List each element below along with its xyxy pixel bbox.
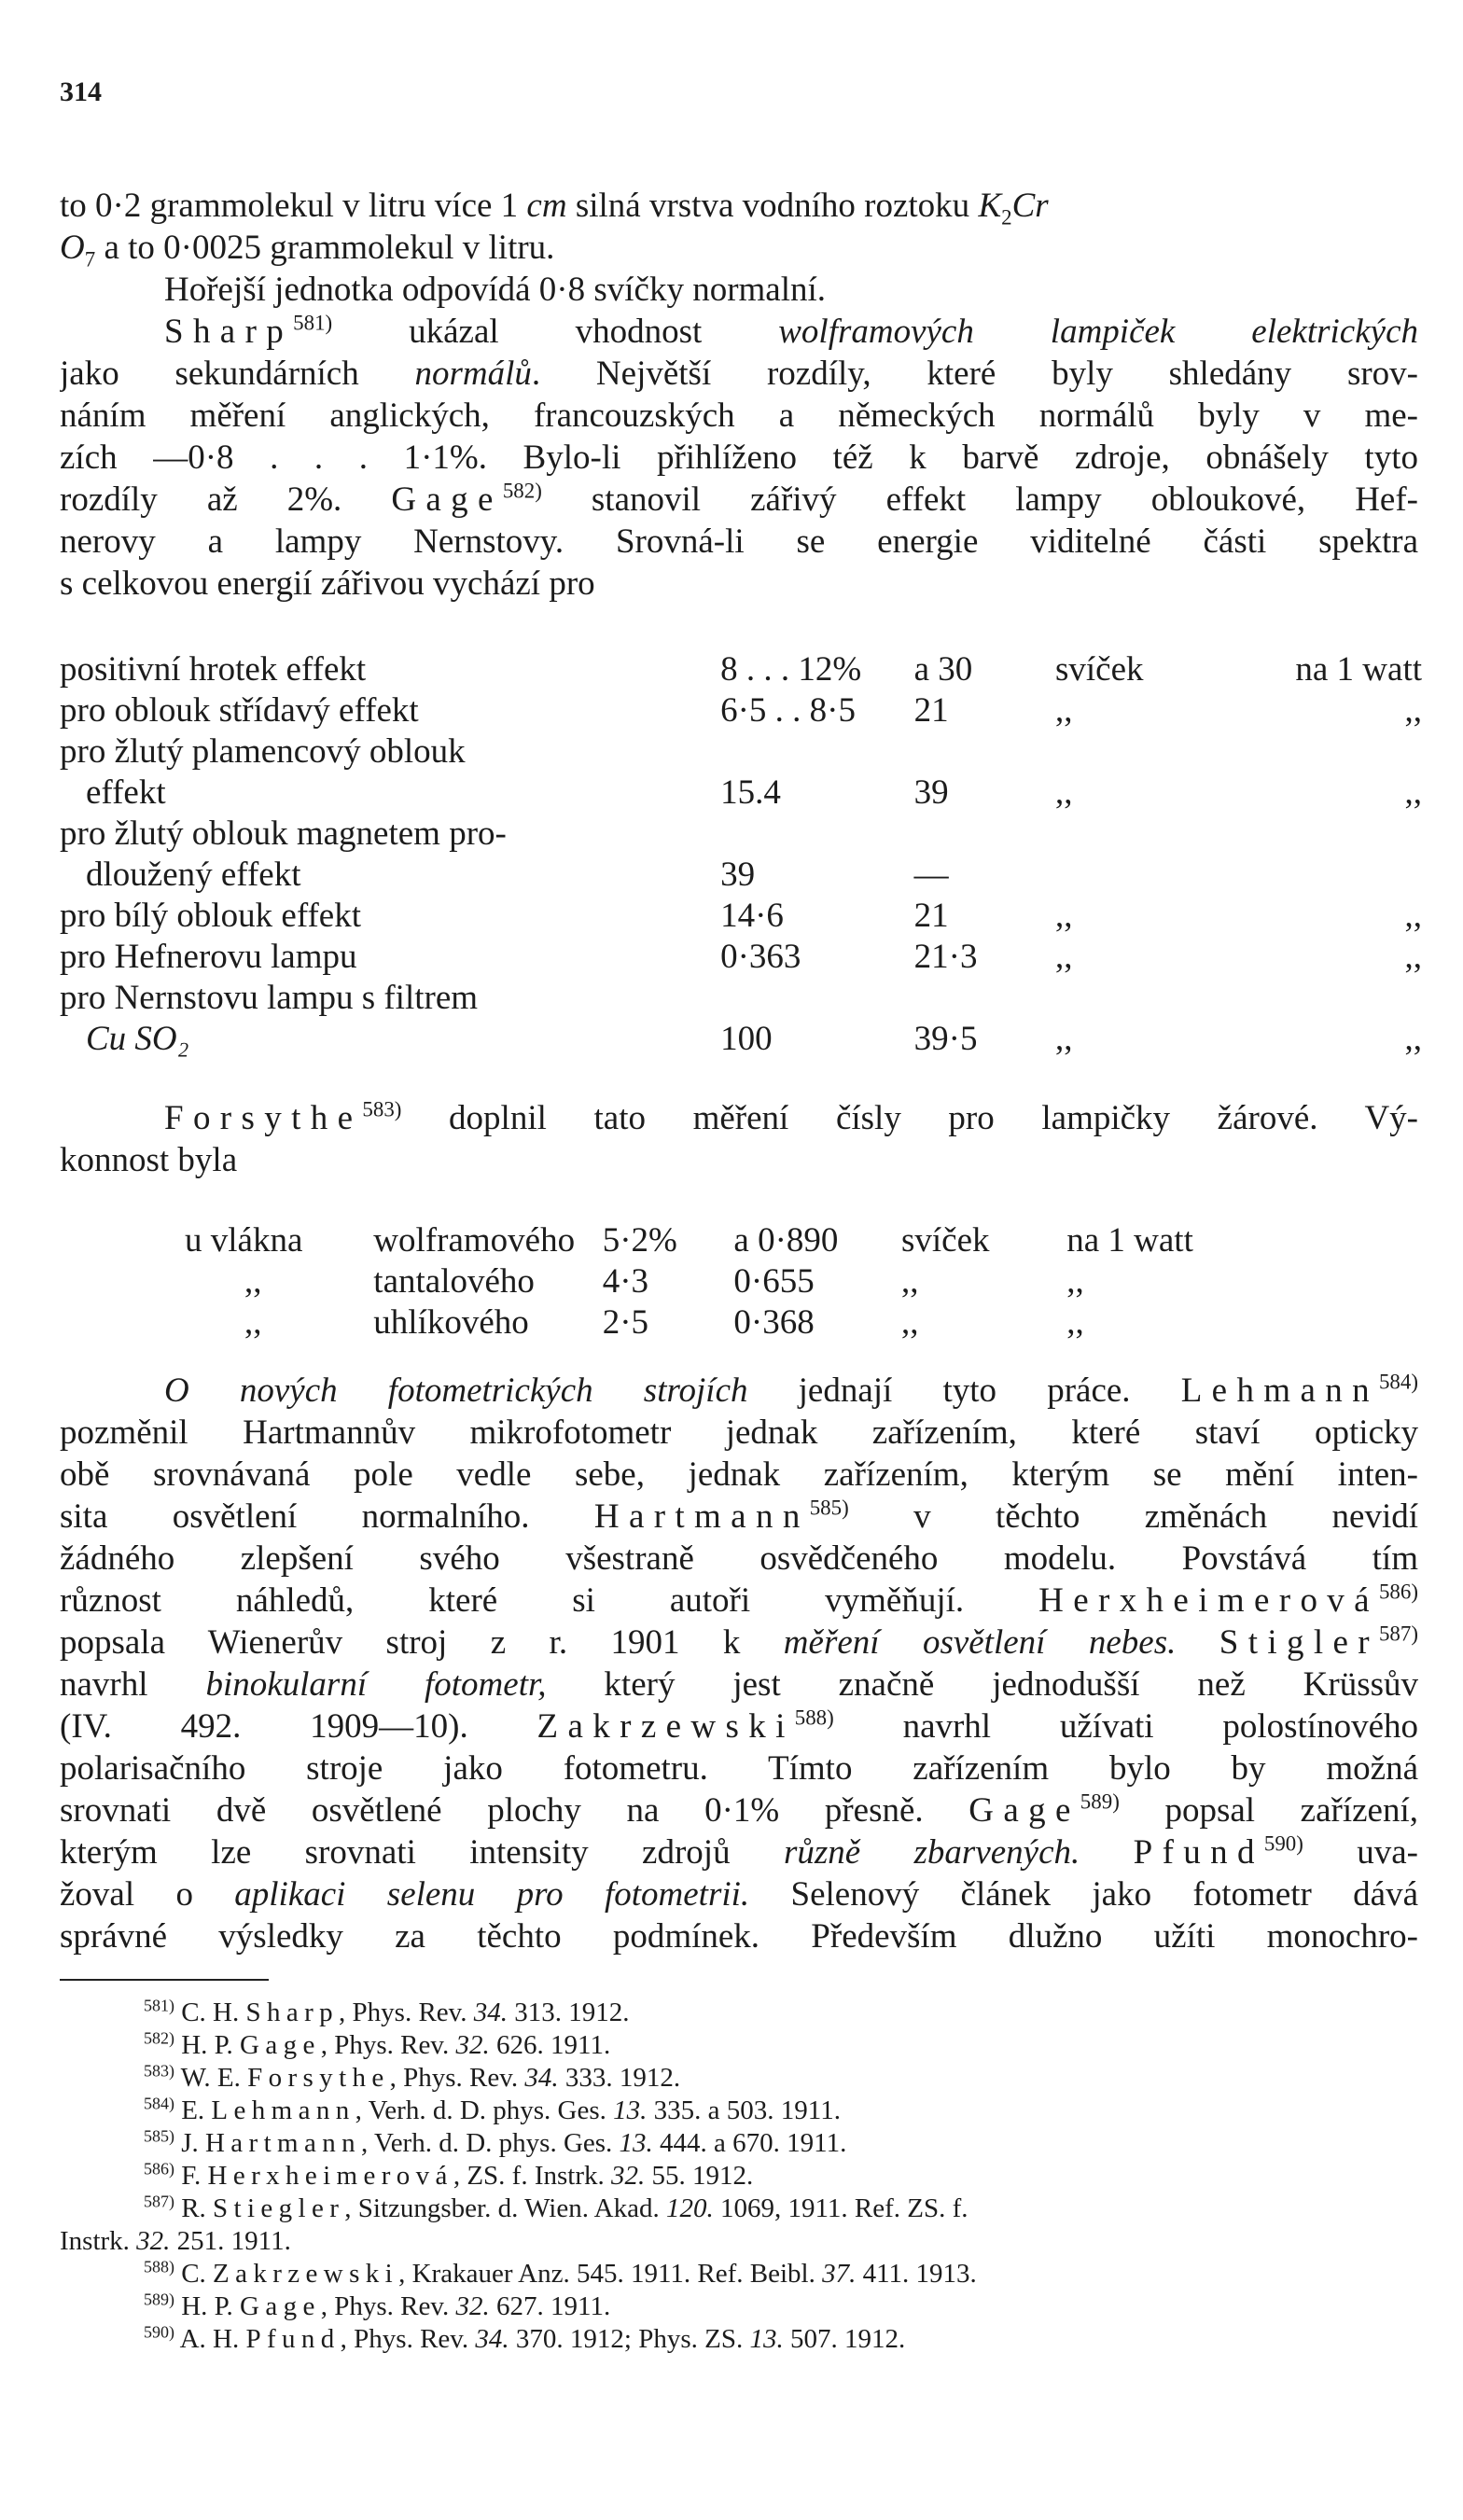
filament-cell: 0·655: [733, 1262, 815, 1301]
text-run: , ZS. f. Instrk.: [453, 2161, 611, 2191]
energy-ratio: 100: [720, 1020, 773, 1058]
text-run: jednají tyto práce.: [747, 1371, 1181, 1410]
text-run: polarisačního stroje jako fotometru. Tímto zařízením bylo by možná: [60, 1749, 1418, 1788]
author-name: Herxheimerová: [1038, 1581, 1379, 1620]
author-name: Pfund: [245, 2324, 341, 2354]
text-run: cm: [526, 187, 567, 225]
text-run: 120.: [665, 2193, 714, 2223]
candle-power: [914, 978, 1055, 1019]
paragraph-concentration: [60, 185, 1418, 311]
text-run: to 0·2 grammolekul v litru více 1: [60, 187, 527, 225]
energy-ratio: [720, 731, 914, 773]
reference-marker: 581): [144, 1996, 174, 2015]
text-run: různost náhledů, které si autoři vyměňují.: [60, 1581, 1039, 1620]
reference-marker: 589): [144, 2290, 174, 2309]
text-run: náním měření anglických, francouzských a německých normálů byly v me-: [60, 397, 1418, 435]
text-run: rozdíly až 2%.: [60, 480, 392, 519]
per-watt: ,,: [1404, 897, 1422, 935]
footnote: [60, 2290, 1422, 2323]
author-name: Pfund: [1133, 1833, 1264, 1872]
footnotes: [60, 1997, 1422, 2356]
per-watt: [1256, 978, 1422, 1019]
text-run: , Phys. Rev.: [339, 1998, 474, 2027]
unit: ,,: [1055, 691, 1073, 730]
text-run: C.: [174, 2259, 214, 2289]
text-line: [60, 437, 1418, 479]
text-run: 627. 1911.: [489, 2291, 611, 2321]
energy-ratio: 6·5 . . 8·5: [720, 691, 856, 730]
filament-cell: 0·368: [733, 1303, 815, 1342]
candle-power: 21: [913, 897, 949, 935]
text-run: 34.: [524, 2063, 559, 2093]
candle-power: 39: [913, 773, 949, 812]
text-run: stanovil zářivý effekt lampy obloukové, Hef-: [541, 480, 1418, 519]
author-name: Forsythe: [164, 1099, 363, 1137]
source-label: positivní hrotek effekt: [60, 650, 367, 689]
reference-marker: 584): [144, 2094, 174, 2113]
unit: ,,: [1055, 897, 1073, 935]
page-number: 314: [60, 77, 102, 107]
text-run: silná vrstva vodního roztoku: [566, 187, 979, 225]
text-run: žádného zlepšení svého všestraně osvědčeného modelu. Povstává tím: [60, 1539, 1418, 1578]
reference-marker: 583): [362, 1097, 402, 1121]
text-run: doplnil tato měření čísly pro lampičky žárové. Vý-: [401, 1099, 1418, 1137]
reference-marker: 589): [1080, 1789, 1120, 1814]
text-run: 32.: [455, 2291, 490, 2321]
candle-power: 21·3: [913, 938, 978, 976]
author-name: Lehmann: [211, 2095, 355, 2125]
text-run: 13.: [749, 2324, 784, 2354]
text-run: 13.: [613, 2095, 648, 2125]
text-run: . Největší rozdíly, které byly shledány srov-: [531, 355, 1418, 393]
text-run: (IV. 492. 1909—10).: [60, 1707, 537, 1746]
footnote: [60, 2029, 1422, 2062]
text-run: zích —0·8 . . . 1·1%. Bylo-li přihlíženo též k barvě zdroje, obnášely tyto: [60, 439, 1418, 477]
per-watt: ,,: [1404, 938, 1422, 976]
text-line: [60, 1412, 1418, 1454]
text-run: 333. 1912.: [558, 2063, 681, 2093]
text-run: , Krakauer Anz. 545. 1911. Ref. Beibl.: [398, 2259, 823, 2289]
text-line: [60, 479, 1418, 521]
energy-ratio: 8 . . . 12%: [720, 650, 862, 689]
text-line: [60, 1622, 1418, 1664]
text-run: obě srovnávaná pole vedle sebe, jednak zařízením, kterým se mění inten-: [60, 1455, 1418, 1494]
filament-cell: ,,: [900, 1303, 919, 1342]
per-watt: [1256, 855, 1422, 896]
footnote: [60, 2095, 1422, 2127]
author-name: Stigler: [1219, 1623, 1379, 1662]
author-name: Herxheimerová: [207, 2161, 453, 2191]
text-run: K: [978, 187, 1002, 225]
text-line: [60, 1139, 1418, 1181]
text-run: kterým lze srovnati intensity zdrojů: [60, 1833, 784, 1872]
per-watt: ,,: [1404, 1020, 1422, 1058]
text-run: , Phys. Rev.: [320, 2291, 456, 2321]
text-run: , Phys. Rev.: [340, 2324, 476, 2354]
text-run: Selenový článek jako fotometr dává: [749, 1875, 1418, 1914]
energy-ratio: 39: [720, 856, 756, 894]
reference-marker: 585): [144, 2126, 174, 2146]
text-run: R.: [174, 2193, 214, 2223]
candle-power: 39·5: [913, 1020, 978, 1058]
text-line: [60, 395, 1418, 437]
author-name: Zakrzewski: [536, 1707, 795, 1746]
reference-marker: 590): [144, 2322, 174, 2342]
reference-marker: 581): [293, 311, 333, 335]
text-run: 13.: [619, 2128, 653, 2158]
table-row: [60, 937, 1422, 978]
text-line: [60, 185, 1418, 230]
reference-marker: 582): [502, 479, 542, 503]
footnote: [60, 2127, 1422, 2160]
text-run: 34.: [473, 1998, 509, 2027]
source-label: dloužený effekt: [86, 856, 301, 894]
text-run: J.: [174, 2128, 205, 2158]
table-row: [60, 690, 1422, 731]
text-run: 370. 1912; Phys. ZS.: [509, 2324, 750, 2354]
text-run: wolframových lampiček elektrických: [778, 313, 1418, 351]
text-line: [60, 1664, 1418, 1706]
per-watt: [1256, 814, 1422, 855]
paragraph-photometers: [60, 1370, 1418, 1957]
author-name: Sharp: [245, 1998, 340, 2027]
text-run: 626. 1911.: [489, 2030, 611, 2060]
reference-marker: 584): [1378, 1370, 1418, 1394]
filament-cell: 4·3: [602, 1262, 649, 1301]
text-run: ukázal vhodnost: [332, 313, 779, 351]
text-run: O nových fotometrických strojích: [164, 1371, 748, 1410]
text-run: W. E.: [174, 2063, 248, 2093]
footnote: [60, 2193, 1422, 2225]
text-run: H. P.: [174, 2291, 241, 2321]
unit: [1055, 978, 1256, 1019]
unit: ,,: [1055, 1020, 1073, 1058]
text-run: 37.: [822, 2259, 857, 2289]
filament-cell: 5·2%: [602, 1221, 677, 1260]
source-label: pro Nernstovu lampu s filtrem: [60, 979, 479, 1017]
author-name: Gage: [240, 2291, 321, 2321]
reference-marker: 583): [144, 2061, 174, 2081]
candle-power: [914, 814, 1055, 855]
energy-ratio: 14·6: [720, 897, 784, 935]
candle-power: 21: [913, 691, 949, 730]
per-watt: [1256, 731, 1422, 773]
text-run: O: [60, 229, 85, 267]
text-line: [60, 1831, 1418, 1873]
filament-cell: ,,: [900, 1262, 919, 1301]
author-name: Lehmann: [1180, 1371, 1379, 1410]
unit: [1055, 731, 1256, 773]
text-run: 7: [84, 247, 96, 271]
text-run: srovnati dvě osvětlené plochy na 0·1% přesně.: [60, 1791, 969, 1830]
energy-ratio: [720, 978, 914, 1019]
text-line: [60, 1706, 1418, 1747]
filament-cell: ,,: [244, 1262, 262, 1301]
text-run: žoval o: [60, 1875, 235, 1914]
author-name: Gage: [240, 2030, 321, 2060]
footnote: [60, 2160, 1422, 2193]
source-label: Cu SO₂: [86, 1020, 189, 1058]
candle-power: [914, 731, 1055, 773]
text-run: , Phys. Rev.: [320, 2030, 456, 2060]
text-run: s celkovou energií zářivou vychází pro: [60, 564, 595, 603]
text-line: [60, 1915, 1418, 1957]
text-run: jako sekundárních: [60, 355, 415, 393]
unit: svíček: [1055, 650, 1144, 689]
unit: ,,: [1055, 938, 1073, 976]
text-run: aplikaci selenu pro fotometrii.: [234, 1875, 750, 1914]
filament-cell: ,,: [1066, 1303, 1084, 1342]
text-run: pozměnil Hartmannův mikrofotometr jednak zařízením, které staví opticky: [60, 1413, 1418, 1452]
text-run: 32.: [136, 2226, 171, 2256]
text-run: 32.: [455, 2030, 490, 2060]
text-run: 1069, 1911. Ref. ZS. f.: [713, 2193, 968, 2223]
text-run: sita osvětlení normalního.: [60, 1497, 594, 1536]
filament-cell: na 1 watt: [1066, 1221, 1193, 1260]
table-row: [60, 649, 1422, 690]
table-row: [60, 814, 1422, 855]
text-line: [60, 1580, 1418, 1622]
source-label: effekt: [86, 773, 166, 812]
reference-marker: 590): [1263, 1831, 1303, 1856]
text-run: popsal zařízení,: [1119, 1791, 1418, 1830]
text-line: [60, 1747, 1418, 1789]
text-run: 335. a 503. 1911.: [647, 2095, 841, 2125]
text-line: [60, 1496, 1418, 1538]
table-row: [185, 1302, 1286, 1344]
filament-cell: a 0·890: [733, 1221, 839, 1260]
per-watt: na 1 watt: [1295, 650, 1422, 689]
candle-power: —: [913, 856, 949, 894]
table-row: [60, 896, 1422, 937]
reference-marker: 588): [794, 1706, 834, 1730]
text-run: [1080, 1833, 1133, 1872]
text-run: C. H.: [174, 1998, 246, 2027]
reference-marker: 588): [144, 2257, 174, 2276]
filament-cell: uhlíkového: [373, 1303, 529, 1342]
table-row: [185, 1220, 1286, 1261]
table-row: [60, 731, 1422, 773]
per-watt: ,,: [1404, 773, 1422, 812]
text-run: A. H.: [174, 2324, 246, 2354]
text-line: [60, 1873, 1418, 1915]
text-run: [1176, 1623, 1219, 1662]
text-line: [60, 1454, 1418, 1496]
footnote: [60, 2258, 1422, 2290]
text-run: , Sitzungsber. d. Wien. Akad.: [344, 2193, 666, 2223]
author-name: Stiegler: [213, 2193, 345, 2223]
author-name: Gage: [968, 1791, 1080, 1830]
reference-marker: 585): [809, 1496, 849, 1520]
text-run: , Verh. d. D. phys. Ges.: [355, 2095, 614, 2125]
filament-cell: 2·5: [602, 1303, 649, 1342]
author-name: Sharp: [164, 313, 294, 351]
reference-marker: 582): [144, 2028, 174, 2048]
text-run: E.: [174, 2095, 212, 2125]
filament-cell: u vlákna: [185, 1221, 303, 1260]
text-run: Cr: [1011, 187, 1049, 225]
text-run: a to 0·0025 grammolekul v litru.: [95, 229, 555, 267]
footnote: [60, 2323, 1422, 2356]
reference-marker: 587): [144, 2192, 174, 2211]
text-line: [60, 1097, 1418, 1139]
text-line: [60, 1789, 1418, 1831]
text-run: 34.: [475, 2324, 509, 2354]
text-run: , Verh. d. D. phys. Ges.: [360, 2128, 620, 2158]
footnote-continuation: [60, 2225, 1422, 2258]
reference-marker: 586): [1378, 1580, 1418, 1604]
source-label: pro Hefnerovu lampu: [60, 938, 357, 976]
efficiency-table-arcs: [60, 649, 1422, 1060]
source-label: pro žlutý plamencový oblouk: [60, 732, 466, 771]
text-run: nerovy a lampy Nernstovy. Srovná-li se energie viditelné části spektra: [60, 522, 1418, 561]
text-run: měření osvětlení nebes.: [783, 1623, 1177, 1662]
text-run: 507. 1912.: [783, 2324, 906, 2354]
text-run: binokularní fotometr,: [205, 1665, 547, 1704]
text-run: 2: [1001, 205, 1012, 230]
text-line: [60, 353, 1418, 395]
text-line: [60, 1370, 1418, 1412]
author-name: Hartmann: [593, 1497, 810, 1536]
text-line: [60, 521, 1418, 563]
source-label: pro žlutý oblouk magnetem pro-: [60, 814, 507, 853]
unit: [1055, 855, 1256, 896]
text-run: 251. 1911.: [170, 2226, 291, 2256]
energy-ratio: 15.4: [720, 773, 781, 812]
filament-cell: ,,: [1066, 1262, 1084, 1301]
source-label: pro oblouk střídavý effekt: [60, 691, 419, 730]
text-run: správné výsledky za těchto podmínek. Především dlužno užíti monochro-: [60, 1917, 1418, 1956]
text-run: 32.: [610, 2161, 646, 2191]
filament-cell: tantalového: [373, 1262, 535, 1301]
source-label: pro bílý oblouk effekt: [60, 897, 362, 935]
text-run: 55. 1912.: [645, 2161, 754, 2191]
author-name: Hartmann: [204, 2128, 361, 2158]
author-name: Forsythe: [247, 2063, 390, 2093]
candle-power: a 30: [913, 650, 973, 689]
text-run: konnost byla: [60, 1141, 238, 1179]
energy-ratio: 0·363: [720, 938, 801, 976]
text-run: H. P.: [174, 2030, 241, 2060]
text-run: , Phys. Rev.: [389, 2063, 525, 2093]
text-line: [60, 311, 1418, 353]
text-run: 313. 1912.: [508, 1998, 630, 2027]
text-run: popsala Wienerův stroj z r. 1901 k: [60, 1623, 784, 1662]
text-line: Hořejší jednotka odpovídá 0·8 svíčky normalní.: [164, 271, 827, 309]
paragraph-forsythe: [60, 1097, 1418, 1181]
filament-cell: ,,: [244, 1303, 262, 1342]
text-line: [60, 1538, 1418, 1580]
footnote: [60, 1997, 1422, 2029]
text-line: [60, 563, 1418, 605]
author-name: Zakrzewski: [213, 2259, 399, 2289]
text-run: navrhl: [60, 1665, 206, 1704]
text-run: různě zbarvených.: [783, 1833, 1080, 1872]
filament-cell: svíček: [900, 1221, 990, 1260]
text-run: v těchto změnách nevidí: [848, 1497, 1418, 1536]
author-name: Gage: [391, 480, 503, 519]
text-run: 444. a 670. 1911.: [652, 2128, 847, 2158]
energy-ratio: [720, 814, 914, 855]
text-run: uva-: [1303, 1833, 1418, 1872]
text-run: Instrk.: [60, 2226, 137, 2256]
table-row: [60, 773, 1422, 814]
text-run: navrhl užívati polostínového: [833, 1707, 1418, 1746]
text-line: [60, 227, 1418, 269]
table-row: [60, 855, 1422, 896]
reference-marker: 587): [1378, 1622, 1418, 1646]
text-run: který jest značně jednodušší než Krüssův: [546, 1665, 1418, 1704]
text-run: normálů: [414, 355, 532, 393]
text-run: F.: [174, 2161, 208, 2191]
per-watt: ,,: [1404, 691, 1422, 730]
unit: ,,: [1055, 773, 1073, 812]
unit: [1055, 814, 1256, 855]
paragraph-sharp: [60, 311, 1418, 605]
table-row: [60, 1019, 1422, 1060]
footnote: [60, 2062, 1422, 2095]
filament-cell: wolframového: [373, 1221, 576, 1260]
text-run: 411. 1913.: [856, 2259, 977, 2289]
footnote-divider: [60, 1979, 269, 1981]
efficiency-table-filaments: [185, 1220, 1286, 1344]
table-row: [185, 1261, 1286, 1302]
table-row: [60, 978, 1422, 1019]
reference-marker: 586): [144, 2159, 174, 2179]
